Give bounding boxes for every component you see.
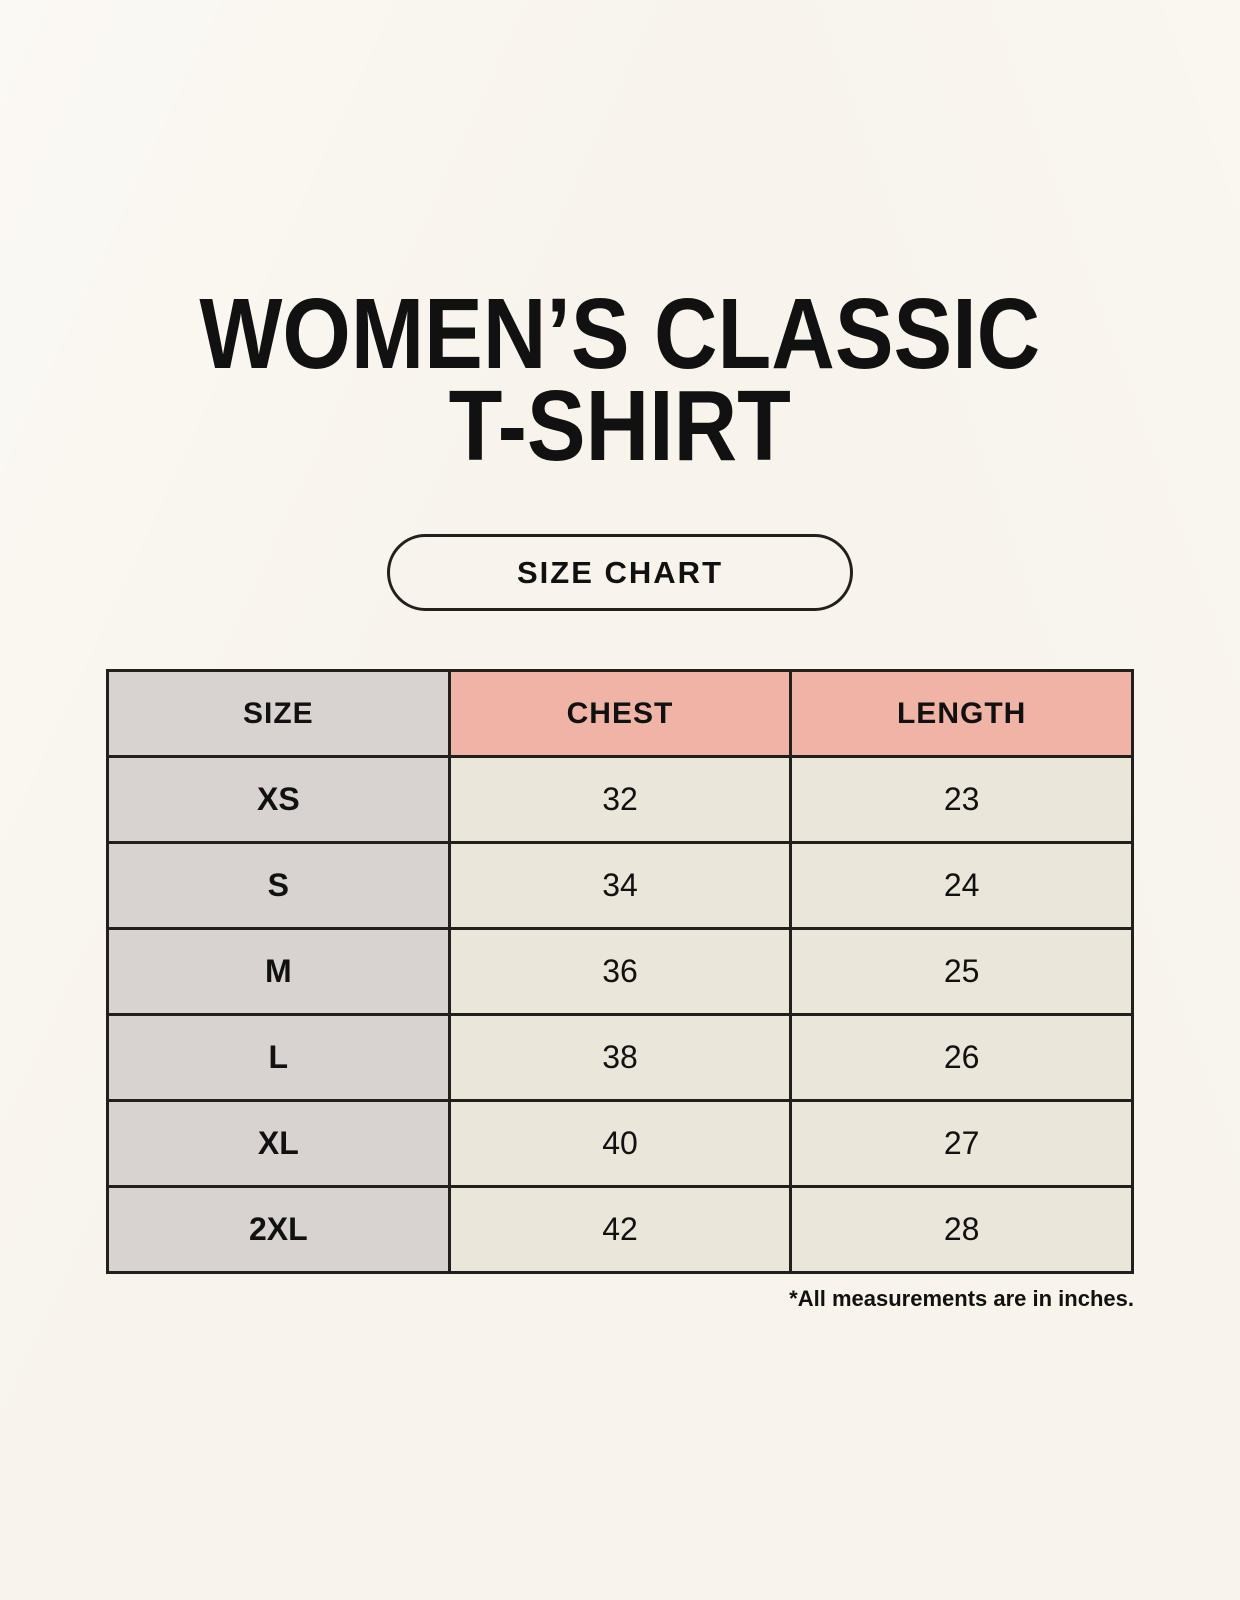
table-header-row [108, 671, 1133, 757]
table-row-s [108, 843, 1133, 929]
chest-value: 34 [449, 843, 791, 929]
size-label: XS [108, 757, 450, 843]
table-row-m [108, 929, 1133, 1015]
size-chart-table [106, 669, 1134, 1274]
size-label: M [108, 929, 450, 1015]
size-chart-table-container [106, 669, 1134, 1312]
table-row-xs [108, 757, 1133, 843]
chest-value: 40 [449, 1101, 791, 1187]
chest-value: 42 [449, 1187, 791, 1273]
size-chart-badge [387, 534, 853, 611]
size-label: XL [108, 1101, 450, 1187]
length-value: 24 [791, 843, 1133, 929]
length-value: 26 [791, 1015, 1133, 1101]
length-value: 23 [791, 757, 1133, 843]
page-title-line1: WOMEN’S CLASSIC [199, 278, 1041, 390]
column-header-length: LENGTH [791, 671, 1133, 757]
size-label: 2XL [108, 1187, 450, 1273]
size-label: S [108, 843, 450, 929]
size-chart-badge-label: SIZE CHART [517, 554, 723, 590]
size-label: L [108, 1015, 450, 1101]
measurements-footnote: *All measurements are in inches. [789, 1286, 1134, 1311]
column-header-size: SIZE [108, 671, 450, 757]
page-title [199, 278, 1041, 482]
length-value: 28 [791, 1187, 1133, 1273]
length-value: 25 [791, 929, 1133, 1015]
table-row-l [108, 1015, 1133, 1101]
chest-value: 32 [449, 757, 791, 843]
length-value: 27 [791, 1101, 1133, 1187]
table-row-2xl [108, 1187, 1133, 1273]
chest-value: 36 [449, 929, 791, 1015]
table-row-xl [108, 1101, 1133, 1187]
chest-value: 38 [449, 1015, 791, 1101]
column-header-chest: CHEST [449, 671, 791, 757]
page-title-line2: T-SHIRT [448, 370, 792, 482]
